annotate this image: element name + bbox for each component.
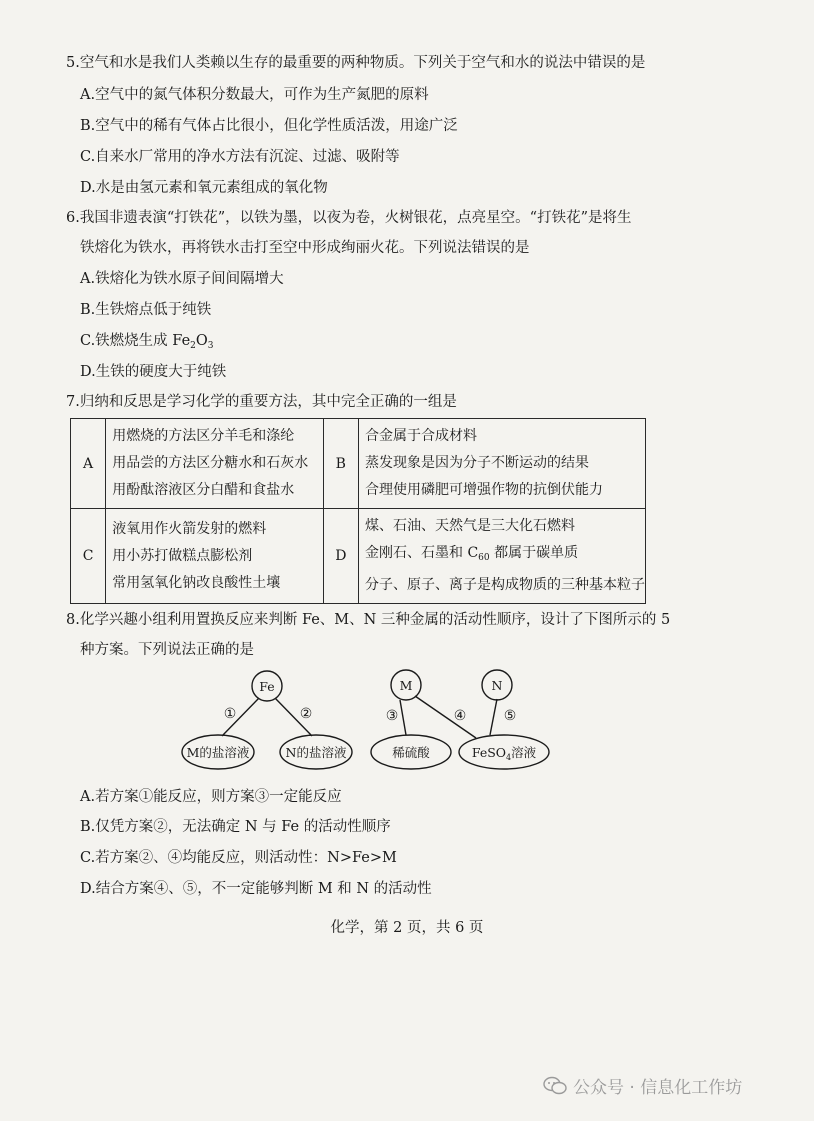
n-salt-solution-label: N的盐溶液 [285,745,347,760]
q6-option-a: A.铁熔化为铁水原子间间隔增大 [80,271,284,287]
q5-option-b: B.空气中的稀有气体占比很小，但化学性质活泼，用途广泛 [80,118,458,134]
dilute-acid-label: 稀硫酸 [392,745,430,760]
q8-scheme-diagram [170,668,570,778]
scheme-number-4: ④ [453,708,467,724]
scheme-number-1: ① [223,706,237,722]
q6-stem-line1: 6.我国非遗表演“打铁花”，以铁为墨，以夜为卷，火树银花，点亮星空。“打铁花”是将生 [66,210,632,226]
q7-cell-b: 合金属于合成材料 蒸发现象是因为分子不断运动的结果 合理使用磷肥可增强作物的抗倒伏能力 [359,419,646,509]
q5-option-c: C.自来水厂常用的净水方法有沉淀、过滤、吸附等 [80,149,400,165]
q7-label-d: D [323,509,358,604]
m-label: M [399,678,413,693]
q7-label-a: A [71,419,106,509]
q7-cell-a: 用燃烧的方法区分羊毛和涤纶 用品尝的方法区分糖水和石灰水 用酚酞溶液区分白醋和食盐水 [106,419,323,509]
q8-option-b: B.仅凭方案②，无法确定 N 与 Fe 的活动性顺序 [80,819,391,835]
q7-cell-c: 液氧用作火箭发射的燃料 用小苏打做糕点膨松剂 常用氢氧化钠改良酸性土壤 [106,509,323,604]
q8-option-a: A.若方案①能反应，则方案③一定能反应 [80,789,342,805]
q6-option-b: B.生铁熔点低于纯铁 [80,302,212,318]
q8-stem-line1: 8.化学兴趣小组利用置换反应来判断 Fe、M、N 三种金属的活动性顺序，设计了下图所示的 5 [66,612,671,628]
q7-cell-d: 煤、石油、天然气是三大化石燃料 金刚石、石墨和 $C_{60}$ 都属于碳单质 分子、原子、离子是构成物质的三种基本粒子 [359,509,646,604]
scheme-number-5: ⑤ [503,708,517,724]
q6-stem-line2: 铁熔化为铁水，再将铁水击打至空中形成绚丽火花。下列说法错误的是 [80,240,530,256]
q7-table [70,418,646,604]
scheme-number-3: ③ [385,708,399,724]
q5-stem: 5.空气和水是我们人类赖以生存的最重要的两种物质。下列关于空气和水的说法中错误的是 [66,55,646,71]
watermark-text: 公众号 · 信息化工作坊 [573,1078,743,1098]
q7-stem: 7.归纳和反思是学习化学的重要方法，其中完全正确的一组是 [66,394,457,410]
link-m-acid [400,700,406,735]
q6-option-d: D.生铁的硬度大于纯铁 [80,364,227,380]
q8-option-d: D.结合方案④、⑤，不一定能够判断 M 和 N 的活动性 [80,881,432,897]
wechat-icon [543,1076,567,1096]
link-n-feso4 [490,699,497,735]
m-salt-solution-label: M的盐溶液 [186,745,250,760]
link-m-feso4 [415,696,476,738]
page-footer: 化学，第 2 页，共 6 页 [330,920,484,936]
q8-option-c: C.若方案②、④均能反应，则活动性：N>Fe>M [80,850,397,866]
q7-label-c: C [71,509,106,604]
fe-label: Fe [259,679,275,694]
n-label: N [491,678,503,693]
q8-stem-line2: 种方案。下列说法正确的是 [80,642,254,658]
q5-option-a: A.空气中的氮气体积分数最大，可作为生产氮肥的原料 [80,87,429,103]
q7-label-b: B [323,419,358,509]
scheme-number-2: ② [299,706,313,722]
watermark [543,1073,742,1098]
q5-option-d: D.水是由氢元素和氧元素组成的氧化物 [80,180,328,196]
q6-option-c: C.铁燃烧生成 $Fe_2O_3$ [80,333,214,351]
feso4-solution-label: FeSO$_4$溶液 [471,745,537,762]
